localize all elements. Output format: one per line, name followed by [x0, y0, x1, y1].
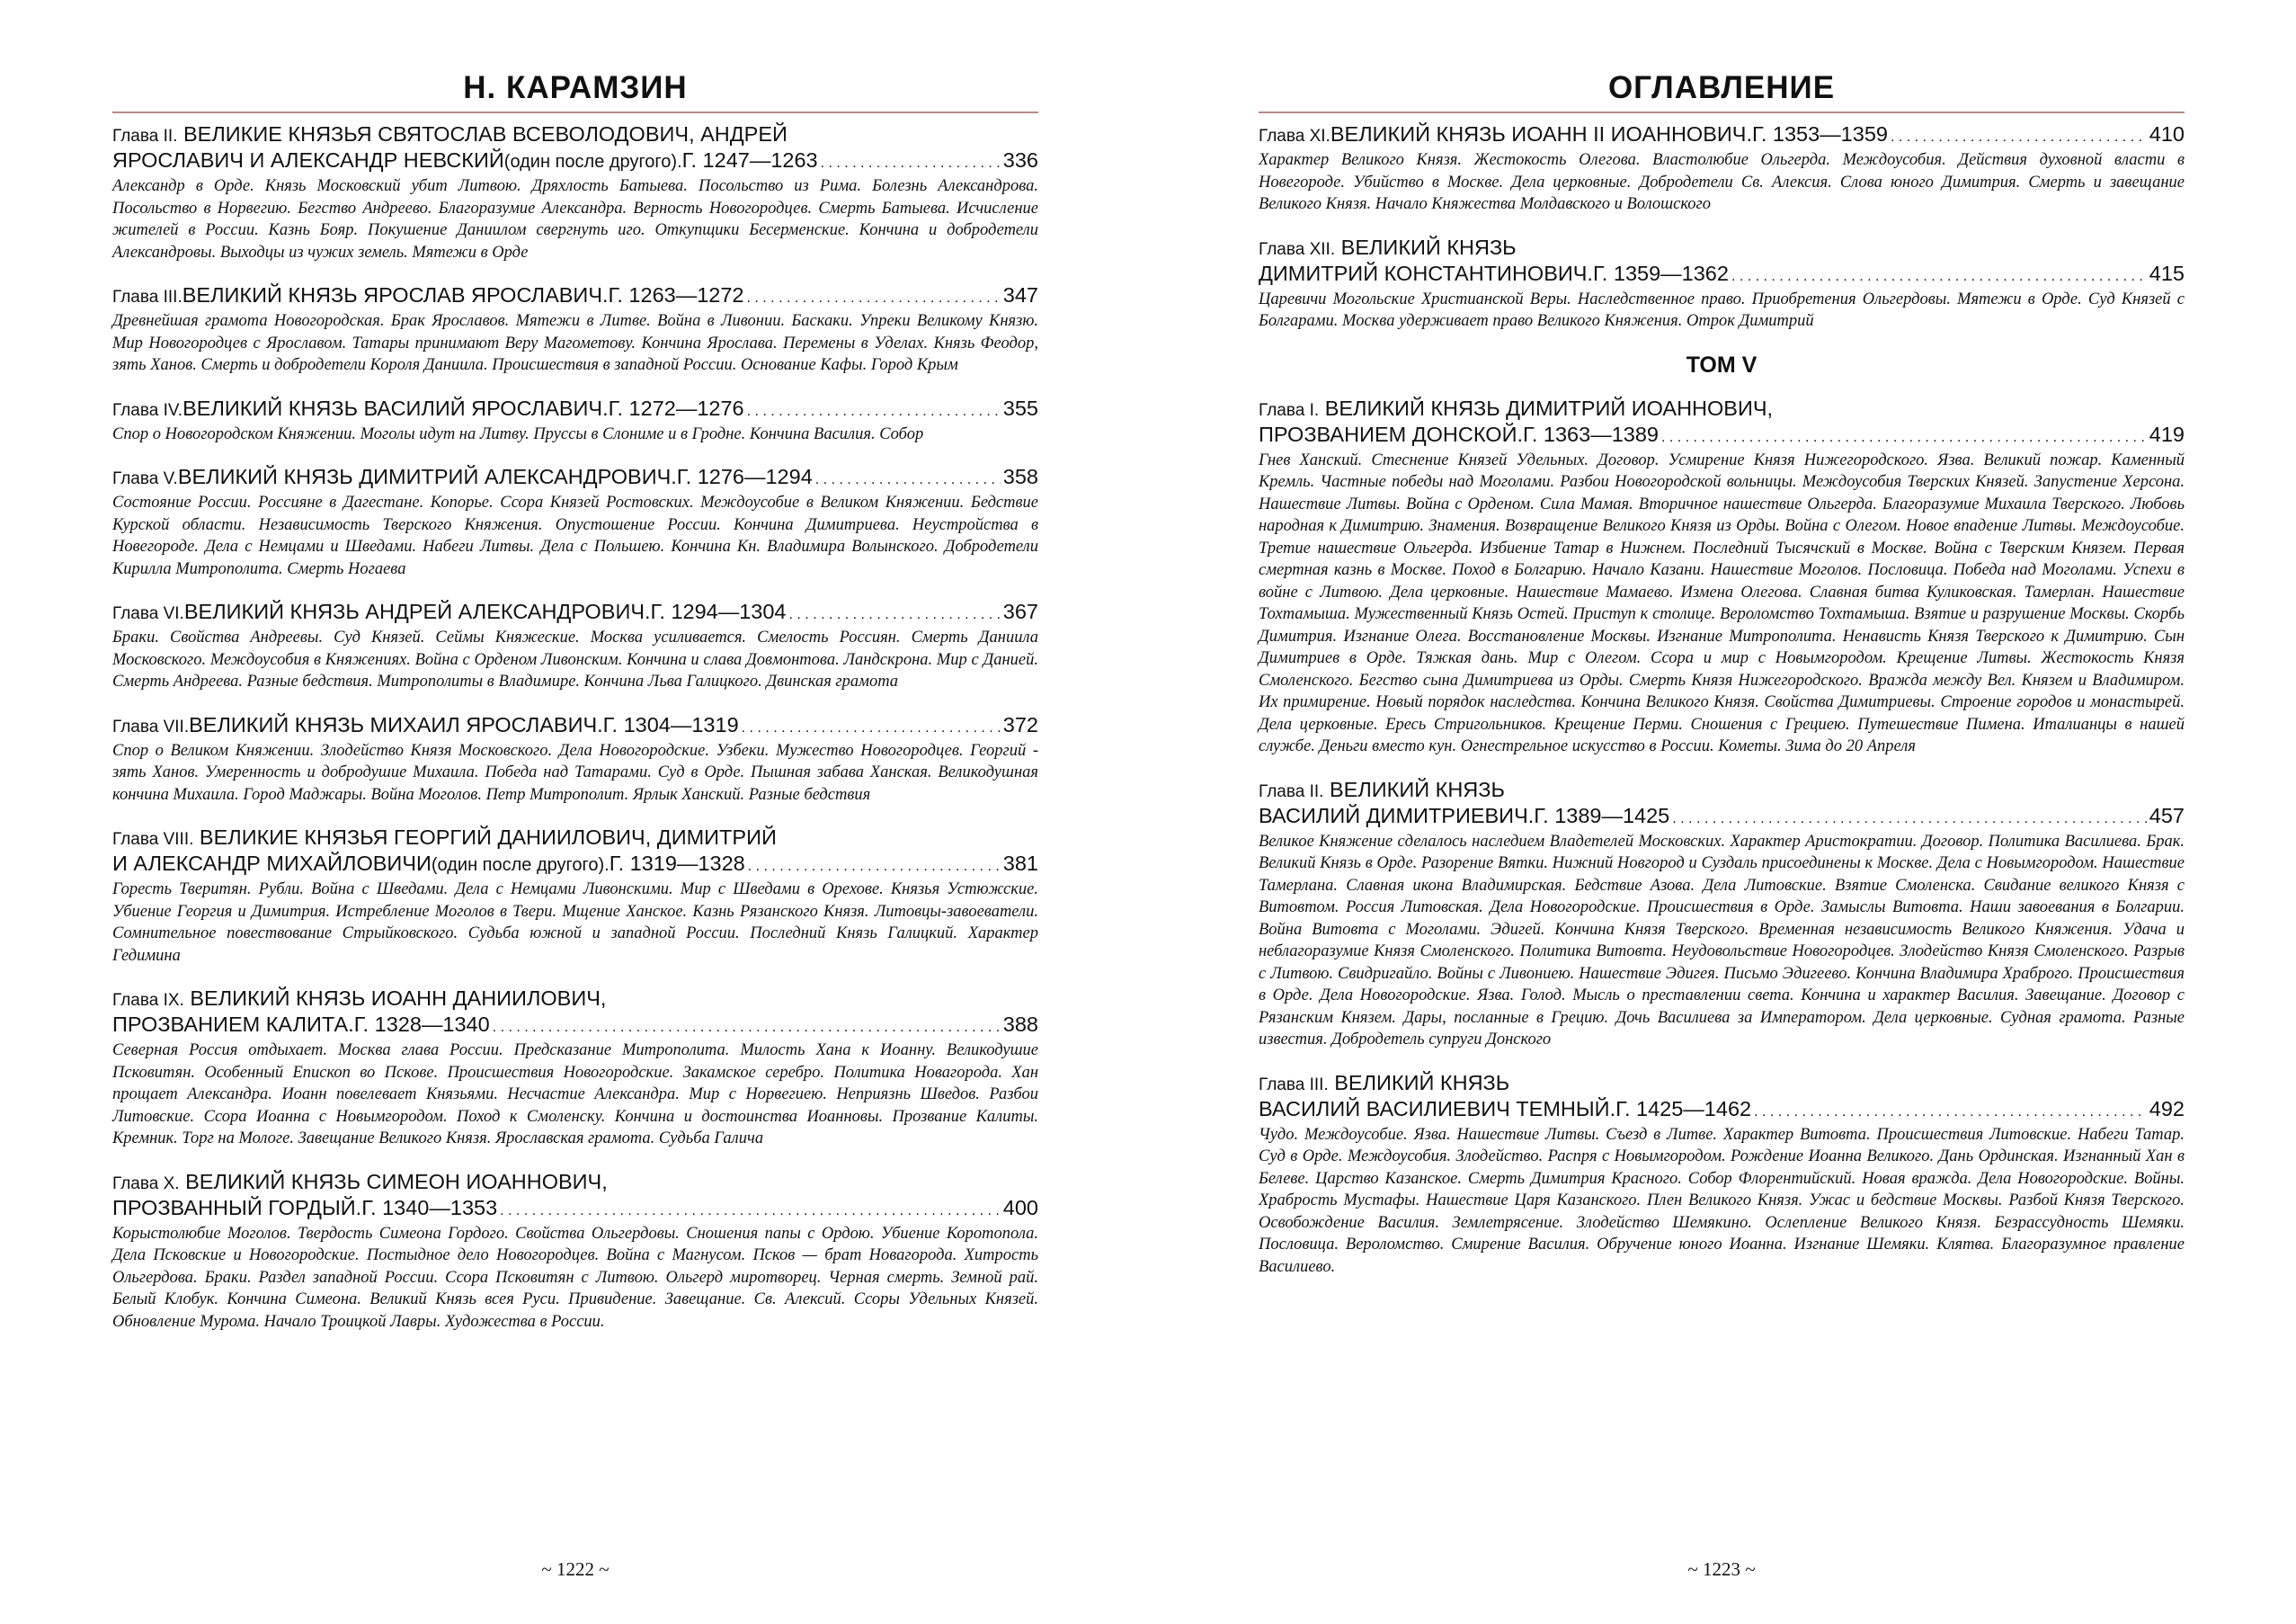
chapter-title-first: ВЕЛИКИЙ КНЯЗЬ [1334, 1070, 1510, 1094]
chapter-years: Г. 1276—1294 [676, 465, 813, 488]
chapter-page-number: 388 [1002, 1013, 1038, 1036]
chapter-title-second: ПРОЗВАНИЕМ КАЛИТА. [112, 1013, 354, 1036]
chapter-summary: Характер Великого Князя. Жестокость Олегова. Властолюбие Ольгерда. Междоусобия. Действия духовной власти в Новегороде. Убийство в Москве. Дела церковные. Добродетели Св. Алексия. Слова юного Димитрия. Смерть и завещание Великого Князя. Начало Княжества Молдавского и Волошского [1259, 151, 2185, 213]
left-page [112, 0, 1038, 1624]
chapter-years: Г. 1263—1272 [608, 283, 744, 307]
chapter-title-line [1259, 397, 2185, 423]
chapter-heading [1259, 122, 2185, 149]
chapter-heading [112, 397, 1038, 424]
leader-dots [1891, 122, 2147, 149]
chapter-label: Глава XII. [1259, 239, 1336, 259]
page-number-right: ~ 1223 ~ [1687, 1558, 1756, 1580]
chapter-page-number: 367 [1002, 600, 1038, 623]
chapter-title-second: ЯРОСЛАВИЧ И АЛЕКСАНДР НЕВСКИЙ [112, 148, 504, 172]
chapter-label: Глава I. [1259, 400, 1320, 420]
chapter-years: Г. 1353—1359 [1751, 122, 1888, 146]
toc-entry [1259, 1071, 2185, 1279]
leader-dots [1672, 804, 2147, 831]
toc-entry [1259, 397, 2185, 758]
toc-entry [112, 600, 1038, 693]
leader-dots [500, 1196, 1001, 1223]
chapter-years: Г. 1359—1362 [1592, 261, 1729, 285]
chapter-heading [1259, 1071, 2185, 1124]
chapter-years: Г. 1328—1340 [353, 1013, 490, 1036]
chapter-heading [1259, 397, 2185, 450]
chapter-title-first: ВЕЛИКИЕ КНЯЗЬЯ СВЯТОСЛАВ ВСЕВОЛОДОВИЧ, АНДРЕЙ [182, 122, 788, 146]
chapter-page-number: 410 [2149, 122, 2185, 146]
chapter-label: Глава VII. [112, 717, 190, 736]
chapter-summary: Спор о Великом Княжении. Злодейство Князя Московского. Дела Новогородские. Узбеки. Мужество Новогородцев. Георгий - зять Ханов. Умеренность и добродушие Михаила. Победа над Татарами. Суд в Орде. Пышная забава Ханская. Великодушная кончина Михаила. Город Маджары. Война Моголов. Петр Митрополит. Ярлык Ханский. Разные бедствия [112, 741, 1038, 804]
chapter-title-second: ВЕЛИКИЙ КНЯЗЬ ЯРОСЛАВ ЯРОСЛАВИЧ. [182, 283, 609, 307]
chapter-label: Глава IV. [112, 400, 183, 420]
chapter-label: Глава VI. [112, 604, 184, 623]
chapter-summary: Гнев Ханский. Стеснение Князей Удельных. Договор. Усмирение Князя Нижегородского. Язва. Великий пожар. Каменный Кремль. Частные победы над Моголами. Разбои Новогородской вольницы. Междоусобия Тверских Князей. Запустение Херсона. Нашествие Литвы. Война с Орденом. Сила Мамая. Вторичное нашествие Ольгерда. Благоразумие Михаила Тверского. Любовь народная к Димитрию. Знамения. Возвращение Великого Князя из Орды. Война с Олегом. Новое впадение Литвы. Междоусобие. Третие нашествие Ольгерда. Избиение Татар в Нижнем. Последний Тысячский в Москве. Война с Тверским Князем. Первая смертная казнь в Москве. Поход в Болгарию. Начало Казани. Нашествие Моголов. Пословица. Победа над Моголами. Успехи в войне с Литвою. Дела церковные. Нашествие Мамаево. Измена Олегова. Славная битва Куликовская. Тамерлан. Нашествие Тохтамыша. Мужественный Князь Остей. Приступ к столице. Вероломство Тохтамыша. Взятие и разрушение Москвы. Скорбь Димитрия. Изгнание Олега. Восстановление Москвы. Изгнание Митрополита. Ненависть Князя Тверского к Димитрию. Сын Димитриев в Орде. Тяжкая дань. Мир с Олегом. Ссора и мир с Новымгородом. Крещение Литвы. Жестокость Князя Смоленского. Бегство сына Димитриева из Орды. Смерть Князя Нижегородского. Вражда между Вел. Князем и Владимиром. Их примирение. Новый порядок наследства. Кончина Великого Князя. Свойства Димитриевы. Строение городов и монастырей. Дела церковные. Ересь Стригольников. Крещение Перми. Сношения с Грециею. Путешествие Пимена. Италианцы в нашей службе. Деньги вместо кун. Огнестрельное искусство в России. Кометы. Зима до 20 Апреля [1259, 451, 2185, 755]
chapter-heading [112, 600, 1038, 627]
chapter-page-number: 457 [2149, 803, 2185, 827]
chapter-page-number: 347 [1002, 283, 1038, 307]
chapter-years: Г. 1272—1276 [608, 396, 744, 420]
chapter-title-last [112, 148, 1038, 175]
chapter-heading [112, 713, 1038, 740]
chapter-title-second: ПРОЗВАННЫЙ ГОРДЫЙ. [112, 1195, 362, 1219]
chapter-summary: Северная Россия отдыхает. Москва глава России. Предсказание Митрополита. Милость Хана к Иоанну. Великодушие Псковитян. Особенный Епископ во Пскове. Происшествия Новогородские. Закамское серебро. Политика Новагорода. Хан прощает Александра. Иоанн повелевает Князьями. Несчастие Александра. Мир с Норвегиею. Неприязнь Шведов. Разбои Литовские. Ссора Иоанна с Новымгородом. Поход к Смоленску. Кончина и достоинства Иоанновы. Прозвание Калиты. Кремник. Торг на Мологе. Завещание Великого Князя. Ярославская грамота. Судьба Галича [112, 1041, 1038, 1147]
chapter-summary: Древнейшая грамота Новогородская. Брак Ярославов. Мятежи в Литве. Война в Ливонии. Баскаки. Упреки Великому Князю. Мир Новогородцев с Ярославом. Татары принимают Веру Магометову. Кончина Ярослава. Перемены в Уделах. Князь Феодор, зять Ханов. Смерть и добродетели Короля Даниила. Происшествия в западной России. Основание Кафы. Город Крым [112, 312, 1038, 374]
chapter-title-first: ВЕЛИКИЙ КНЯЗЬ [1340, 235, 1517, 259]
chapter-page-number: 492 [2149, 1096, 2185, 1120]
toc-entry [112, 283, 1038, 377]
chapter-years: Г. 1363—1389 [1523, 422, 1659, 446]
chapter-page-number: 400 [1002, 1195, 1038, 1219]
chapter-title-last [112, 465, 1038, 492]
chapter-page-number: 358 [1002, 465, 1038, 488]
chapter-title-suffix: (один после другого). [431, 855, 610, 875]
toc-entry [112, 1170, 1038, 1334]
chapter-page-number: 419 [2149, 422, 2185, 446]
toc-entry [1259, 236, 2185, 333]
leader-dots [815, 465, 1001, 492]
chapter-title-first: ВЕЛИКИЕ КНЯЗЬЯ ГЕОРГИЙ ДАНИИЛОВИЧ, ДИМИТРИЙ [199, 825, 777, 849]
chapter-label: Глава III. [112, 288, 182, 307]
chapter-title-last [1259, 1097, 2185, 1124]
chapter-years: Г. 1319—1328 [609, 852, 745, 875]
leader-dots [747, 397, 1001, 424]
chapter-title-last [1259, 122, 2185, 149]
chapter-title-last [112, 852, 1038, 879]
chapter-title-last [1259, 262, 2185, 289]
leader-dots [747, 283, 1001, 310]
chapter-title-line [112, 122, 1038, 148]
leader-dots [1731, 262, 2147, 289]
chapter-title-last [1259, 423, 2185, 450]
chapter-title-second: ВЕЛИКИЙ КНЯЗЬ МИХАИЛ ЯРОСЛАВИЧ. [189, 712, 603, 736]
chapter-title-line [112, 1170, 1038, 1196]
chapter-title-last [112, 600, 1038, 627]
chapter-heading [1259, 778, 2185, 831]
chapter-title-first: ВЕЛИКИЙ КНЯЗЬ СИМЕОН ИОАННОВИЧ, [185, 1169, 608, 1193]
chapter-years: Г. 1425—1462 [1615, 1096, 1752, 1120]
toc-left [112, 122, 1038, 1333]
leader-dots [789, 600, 1001, 627]
chapter-title-second: ВЕЛИКИЙ КНЯЗЬ ВАСИЛИЙ ЯРОСЛАВИЧ. [182, 396, 609, 420]
toc-entry [112, 713, 1038, 807]
chapter-summary: Горесть Тверитян. Рубли. Война с Шведами. Дела с Немцами Ливонскими. Мир с Шведами в Орехове. Князья Устюжские. Убиение Георгия и Димитрия. Истребление Моголов в Твери. Мщение Ханское. Казнь Рязанского Князя. Литовцы-завоеватели. Сомнительное повествование Стрыйковского. Судьба южной и западной России. Последний Князь Галицкий. Характер Гедимина [112, 880, 1038, 965]
chapter-years: Г. 1389—1425 [1534, 803, 1670, 827]
toc-entry [1259, 122, 2185, 216]
chapter-heading [112, 465, 1038, 492]
toc-entry [112, 122, 1038, 263]
chapter-page-number: 415 [2149, 261, 2185, 285]
leader-dots [1754, 1097, 2147, 1124]
toc-entry [1259, 778, 2185, 1051]
chapter-label: Глава III. [1259, 1075, 1329, 1094]
chapter-heading [112, 986, 1038, 1040]
chapter-title-second: ДИМИТРИЙ КОНСТАНТИНОВИЧ. [1259, 261, 1593, 285]
toc-right-volume-5 [1259, 397, 2185, 1279]
leader-dots [493, 1013, 1001, 1040]
leader-dots [1661, 423, 2147, 450]
chapter-title-suffix: (один после другого). [503, 152, 682, 172]
toc-entry [112, 465, 1038, 580]
toc-entry [112, 825, 1038, 967]
leader-dots [821, 148, 1001, 175]
chapter-title-last [112, 283, 1038, 310]
leader-dots [748, 852, 1001, 879]
chapter-title-last [112, 713, 1038, 740]
chapter-title-second: ВАСИЛИЙ ВАСИЛИЕВИЧ ТЕМНЫЙ. [1259, 1096, 1616, 1120]
chapter-years: Г. 1304—1319 [602, 712, 739, 736]
chapter-page-number: 336 [1002, 148, 1038, 172]
chapter-title-second: ВАСИЛИЙ ДИМИТРИЕВИЧ. [1259, 803, 1535, 827]
chapter-label: Глава II. [112, 127, 178, 146]
running-head-author: Н. КАРАМЗИН [112, 70, 1038, 113]
chapter-title-second: ПРОЗВАНИЕМ ДОНСКОЙ. [1259, 422, 1523, 446]
chapter-page-number: 381 [1002, 852, 1038, 875]
chapter-summary: Царевичи Могольские Христианской Веры. Наследственное право. Приобретения Ольгердовы. Мятежи в Орде. Суд Князей с Болгарами. Москва удерживает право Великого Княжения. Отрок Димитрий [1259, 290, 2185, 330]
chapter-title-line [1259, 778, 2185, 804]
chapter-summary: Великое Княжение сделалось наследием Владетелей Московских. Характер Аристократии. Договор. Политика Василиева. Брак. Великий Князь в Орде. Разорение Вятки. Нижний Новгород и Суздаль присоединены к Москве. Дела с Новымгородом. Нашествие Тамерлана. Славная икона Владимирская. Бедствие Азова. Дела Литовские. Взятие Смоленска. Свидание великого Князя с Витовтом. Россия Литовская. Дела Новогородские. Происшествия в Орде. Замыслы Витовта. Наши завоевания в Болгарии. Война Витовта с Моголами. Эдигей. Кончина Князя Тверского. Временная независимость Великого Княжения. Удача и неблагоразумие Князя Смоленского. Политика Витовта. Неудовольствие Новогородцев. Злодейство Князя Смоленского. Разрыв с Литвою. Свидригайло. Войны с Ливониею. Нашествие Эдигея. Письмо Эдигеево. Кончина Владимира Храброго. Происшествия в Орде. Дела Новогородские. Язва. Голод. Мысль о преставлении света. Кончина и характер Василия. Завещание. Договор с Рязанским Князем. Дары, посланные в Грецию. Дочь Василиева за Императором. Дела церковные. Судная грамота. Разные известия. Добродетель супруги Донского [1259, 832, 2185, 1048]
chapter-years: Г. 1294—1304 [650, 600, 787, 623]
chapter-title-line [1259, 236, 2185, 262]
chapter-label: Глава II. [1259, 781, 1324, 801]
chapter-heading [112, 122, 1038, 175]
right-page [1259, 0, 2185, 1624]
chapter-title-first: ВЕЛИКИЙ КНЯЗЬ ИОАНН ДАНИИЛОВИЧ, [190, 986, 607, 1010]
chapter-title-line [112, 986, 1038, 1013]
chapter-heading [112, 825, 1038, 879]
chapter-title-last [1259, 804, 2185, 831]
chapter-summary: Спор о Новогородском Княжении. Моголы идут на Литву. Пруссы в Слониме и в Гродне. Кончина Василия. Собор [112, 424, 924, 443]
running-head-contents: ОГЛАВЛЕНИЕ [1259, 70, 2185, 113]
chapter-title-last [112, 397, 1038, 424]
chapter-years: Г. 1340—1353 [361, 1195, 498, 1219]
leader-dots [742, 713, 1001, 740]
chapter-title-first: ВЕЛИКИЙ КНЯЗЬ ДИМИТРИЙ ИОАННОВИЧ, [1324, 396, 1774, 420]
chapter-title-line [1259, 1071, 2185, 1097]
chapter-label: Глава XI. [1259, 127, 1330, 146]
chapter-title-second: И АЛЕКСАНДР МИХАЙЛОВИЧИ [112, 852, 432, 875]
chapter-title-line [112, 825, 1038, 852]
chapter-summary: Корыстолюбие Моголов. Твердость Симеона Гордого. Свойства Ольгердовы. Сношения папы с Ордою. Убиение Коротопола. Дела Псковские и Новогородские. Постыдное дело Новогородцев. Война с Магнусом. Псков — брат Новагорода. Хитрость Ольгердова. Браки. Раздел западной России. Ссора Псковитян с Литвою. Ольгерд миротворец. Черная смерть. Земной рай. Белый Клобук. Кончина Симеона. Великий Князь всея Руси. Привидение. Завещание. Св. Алексий. Ссоры Удельных Князей. Обновление Мурома. Начало Троицкой Лавры. Художества в России. [112, 1224, 1038, 1331]
chapter-page-number: 372 [1002, 712, 1038, 736]
chapter-title-second: ВЕЛИКИЙ КНЯЗЬ ИОАНН II ИОАННОВИЧ. [1330, 122, 1752, 146]
chapter-title-last [112, 1013, 1038, 1040]
chapter-label: Глава X. [112, 1173, 180, 1193]
chapter-title-first: ВЕЛИКИЙ КНЯЗЬ [1329, 777, 1505, 801]
chapter-heading [112, 283, 1038, 310]
chapter-summary: Чудо. Междоусобие. Язва. Нашествие Литвы. Съезд в Литве. Характер Витовта. Происшествия Литовские. Набеги Татар. Суд в Орде. Междоусобия. Злодейство. Распря с Новымгородом. Рождение Иоанна Великого. Дань Ординская. Изгнанный Хан в Белеве. Царство Казанское. Смерть Димитрия Красного. Собор Флорентийский. Новая вражда. Дела Новогородские. Войны. Храбрость Мустафы. Нашествие Царя Казанского. Плен Великого Князя. Ужас и бедствие Москвы. Разбой Князя Тверского. Освобождение Василия. Землетрясение. Злодейство Шемякино. Ослепление Великого Князя. Безрассудность Шемяки. Пословица. Вероломство. Смирение Василия. Обручение юного Иоанна. Изгнание Шемяки. Клятва. Благоразумное правление Василиево. [1259, 1125, 2185, 1276]
chapter-title-second: ВЕЛИКИЙ КНЯЗЬ ДИМИТРИЙ АЛЕКСАНДРОВИЧ. [177, 465, 677, 488]
chapter-heading [112, 1170, 1038, 1223]
chapter-heading [1259, 236, 2185, 289]
chapter-summary: Состояние России. Россияне в Дагестане. Копорье. Ссора Князей Ростовских. Междоусобие в Великом Княжении. Бедствие Курской области. Независимость Тверского Княжения. Опустошение России. Кончина Димитриева. Неустройства в Новегороде. Дела с Немцами и Шведами. Набеги Литвы. Дела с Польшею. Кончина Кн. Владимира Волынского. Добродетели Кирилла Митрополита. Смерть Ногаева [112, 494, 1038, 578]
chapter-title-last [112, 1196, 1038, 1223]
chapter-label: Глава VIII. [112, 830, 194, 849]
chapter-page-number: 355 [1002, 396, 1038, 420]
chapter-title-second: ВЕЛИКИЙ КНЯЗЬ АНДРЕЙ АЛЕКСАНДРОВИЧ. [183, 600, 651, 623]
chapter-years: Г. 1247—1263 [681, 148, 818, 172]
chapter-summary: Браки. Свойства Андреевы. Суд Князей. Сеймы Княжеские. Москва усиливается. Смелость Россиян. Смерть Даниила Московского. Междоусобия в Княжениях. Война с Орденом Ливонским. Кончина и слава Довмонтова. Ландскрона. Мир с Данией. Смерть Андреева. Разные бедствия. Митрополиты в Владимире. Кончина Льва Галицкого. Двинская грамота [112, 629, 1038, 691]
toc-entry [112, 397, 1038, 446]
chapter-label: Глава IX. [112, 991, 184, 1010]
page-number-left: ~ 1222 ~ [541, 1558, 610, 1580]
chapter-summary: Александр в Орде. Князь Московский убит Литвою. Дряхлость Батыева. Посольство из Рима. Болезнь Александрова. Посольство в Норвегию. Бегство Андреево. Благоразумие Александра. Верность Новогородцев. Смерть Батыева. Исчисление жителей в России. Казнь Бояр. Покушение Даниилом свергнуть иго. Откупщики Бесерменские. Кончина и добродетели Александровы. Выходцы из чужих земель. Мятежи в Орде [112, 177, 1038, 262]
volume-title: ТОМ V [1686, 352, 1758, 378]
toc-entry [112, 986, 1038, 1150]
chapter-label: Глава V. [112, 469, 178, 488]
toc-right-volume-4 [1259, 122, 2185, 333]
